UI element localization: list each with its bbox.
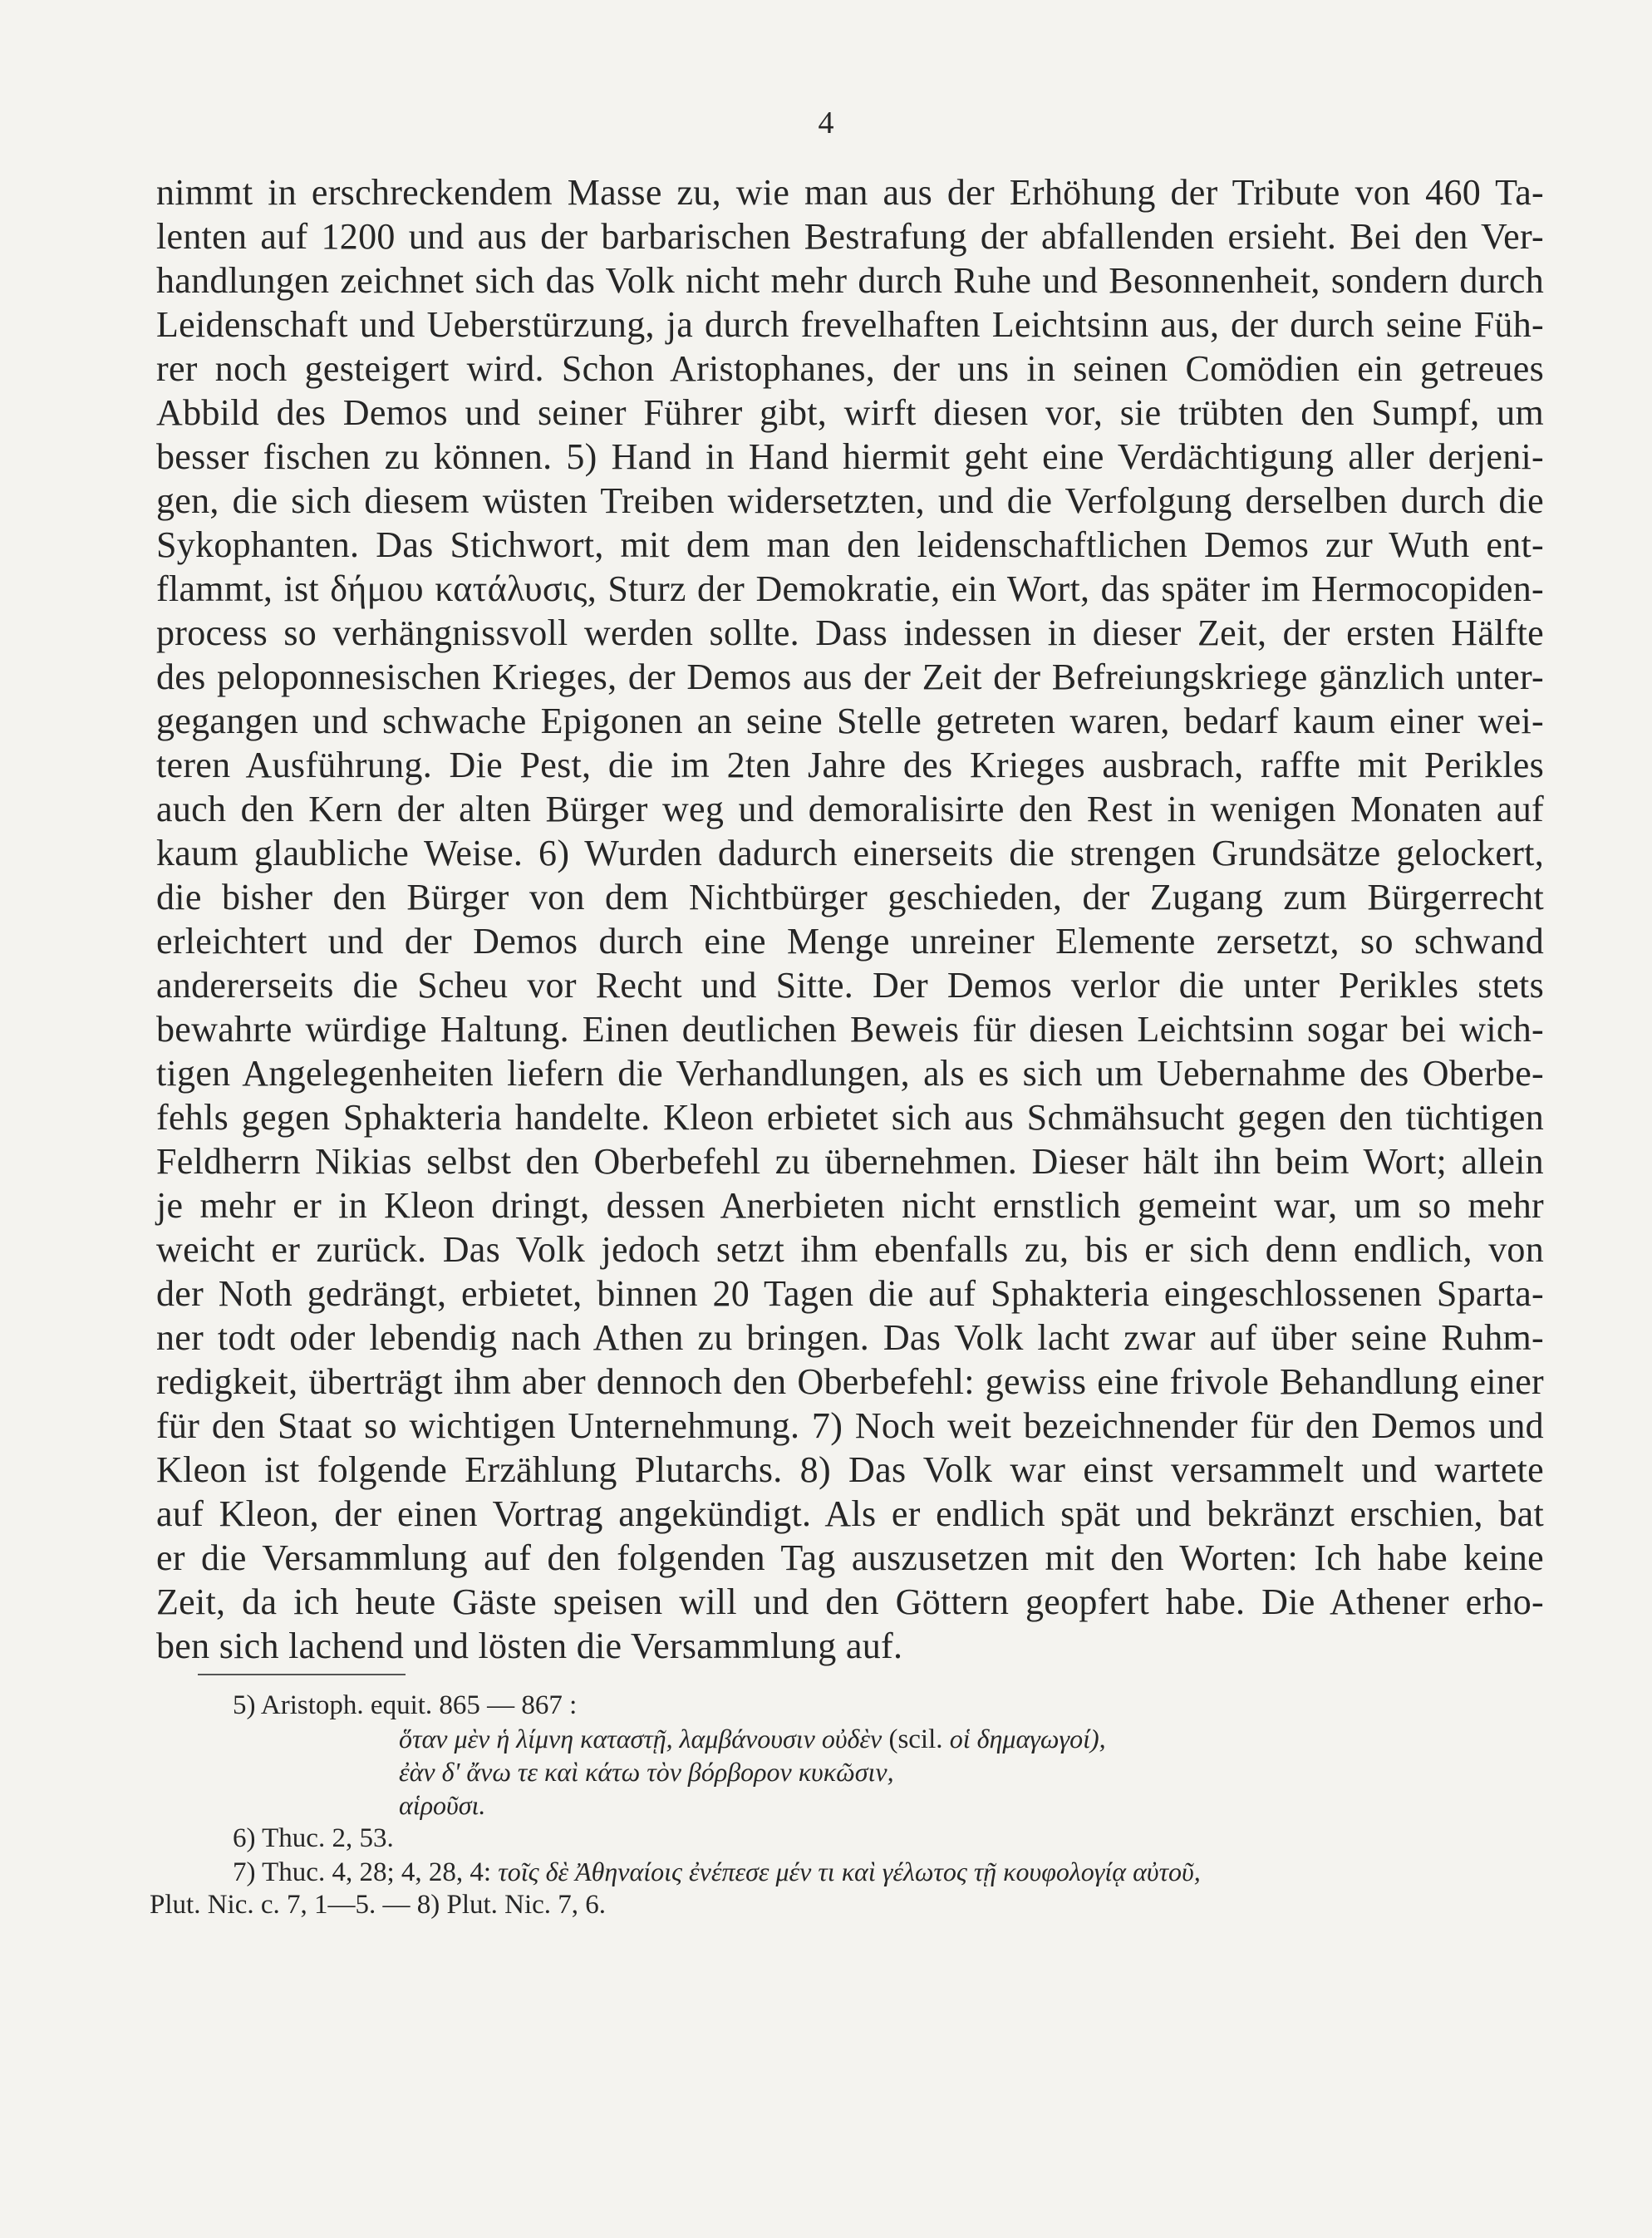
footnote-5-greek-line-1 xyxy=(150,1722,1554,1755)
body-line: je mehr er in Kleon dringt, dessen Anerbieten nicht ernstlich gemeint war, um so mehr xyxy=(156,1185,1544,1226)
footnote-7-8-continuation: Plut. Nic. c. 7, 1—5. — 8) Plut. Nic. 7, 6. xyxy=(150,1890,607,1920)
body-line: fehls gegen Sphakteria handelte. Kleon erbietet sich aus Schmähsucht gegen den tüchtigen xyxy=(156,1097,1544,1138)
body-line: erleichtert und der Demos durch eine Menge unreiner Elemente zersetzt, so schwand xyxy=(156,921,1544,962)
footnote-6: 6) Thuc. 2, 53. xyxy=(233,1823,394,1853)
body-line: tigen Angelegenheiten liefern die Verhandlungen, als es sich um Uebernahme des Oberbe- xyxy=(156,1053,1544,1094)
body-line: process so verhängnissvoll werden sollte. Dass indessen in dieser Zeit, der ersten Hälfte xyxy=(156,612,1544,653)
body-line: bewahrte würdige Haltung. Einen deutlichen Beweis für diesen Leichtsinn sogar bei wich- xyxy=(156,1009,1544,1050)
footnote-5-greek-line-3: αἱροῦσι. xyxy=(399,1790,486,1820)
body-line: rer noch gesteigert wird. Schon Aristophanes, der uns in seinen Comödien ein getreues xyxy=(156,348,1544,389)
body-line: Zeit, da ich heute Gäste speisen will und den Göttern geopfert habe. Die Athener erho- xyxy=(156,1581,1544,1622)
body-line: des peloponnesischen Krieges, der Demos aus der Zeit der Befreiungskriege gänzlich unter- xyxy=(156,657,1544,697)
body-line: der Noth gedrängt, erbietet, binnen 20 Tagen die auf Sphakteria eingeschlossenen Sparta- xyxy=(156,1273,1544,1314)
page-number: 4 xyxy=(818,106,834,140)
body-line: andererseits die Scheu vor Recht und Sitte. Der Demos verlor die unter Perikles stets xyxy=(156,965,1544,1006)
body-line: für den Staat so wichtigen Unternehmung. 7) Noch weit bezeichnender für den Demos und xyxy=(156,1405,1544,1446)
body-line: nimmt in erschreckendem Masse zu, wie man aus der Erhöhung der Tribute von 460 Ta- xyxy=(156,172,1544,213)
body-line: weicht er zurück. Das Volk jedoch setzt ihm ebenfalls zu, bis er sich denn endlich, von xyxy=(156,1229,1544,1270)
body-line: gegangen und schwache Epigonen an seine Stelle getreten waren, bedarf kaum einer wei- xyxy=(156,701,1544,741)
body-line: kaum glaubliche Weise. 6) Wurden dadurch einerseits die strengen Grundsätze gelockert, xyxy=(156,833,1544,873)
footnote-separator xyxy=(198,1674,406,1675)
body-line: Leidenschaft und Ueberstürzung, ja durch frevelhaften Leichtsinn aus, der durch seine Füh- xyxy=(156,304,1544,345)
footnote-5-greek-line-2: ἐὰν δ' ἄνω τε καὶ κάτω τὸν βόρβορον κυκῶσιν, xyxy=(399,1757,894,1787)
greek-quote: οἱ δημαγωγοί), xyxy=(949,1724,1106,1754)
body-line: ner todt oder lebendig nach Athen zu bringen. Das Volk lacht zwar auf über seine Ruhm- xyxy=(156,1317,1544,1358)
footnote-5: 5) Aristoph. equit. 865 — 867 : xyxy=(233,1690,578,1720)
body-line: auf Kleon, der einen Vortrag angekündigt. Als er endlich spät und bekränzt erschien, bat xyxy=(156,1493,1544,1534)
body-line: redigkeit, überträgt ihm aber dennoch den Oberbefehl: gewiss eine frivole Behandlung einer xyxy=(156,1361,1544,1402)
body-line: gen, die sich diesem wüsten Treiben widersetzten, und die Verfolgung derselben durch die xyxy=(156,480,1544,521)
body-line: handlungen zeichnet sich das Volk nicht mehr durch Ruhe und Besonnenheit, sondern durch xyxy=(156,260,1544,301)
greek-quote: τοῖς δὲ Ἀθηναίοις ἐνέπεσε μέν τι καὶ γέλωτος τῇ κουφολογίᾳ αὐτοῦ, xyxy=(498,1857,1201,1886)
body-line: die bisher den Bürger von dem Nichtbürger geschieden, der Zugang zum Bürgerrecht xyxy=(156,877,1544,917)
body-line: Sykophanten. Das Stichwort, mit dem man den leidenschaftlichen Demos zur Wuth ent- xyxy=(156,524,1544,565)
body-line: ben sich lachend und lösten die Versammlung auf. xyxy=(156,1626,903,1666)
body-line: flammt, ist δήμου κατάλυσις, Sturz der Demokratie, ein Wort, das später im Hermocopiden- xyxy=(156,568,1544,609)
body-line: Feldherrn Nikias selbst den Oberbefehl zu übernehmen. Dieser hält ihn beim Wort; allein xyxy=(156,1141,1544,1182)
body-line: besser fischen zu können. 5) Hand in Hand hiermit geht eine Verdächtigung aller derjeni- xyxy=(156,436,1544,477)
greek-quote: ὅταν μὲν ἡ λίμνη καταστῇ, λαμβάνουσιν οὐδὲν xyxy=(399,1724,883,1754)
body-text xyxy=(156,170,1544,1668)
body-line: er die Versammlung auf den folgenden Tag auszusetzen mit den Worten: Ich habe keine xyxy=(156,1537,1544,1578)
footnote-7-ref: 7) Thuc. 4, 28; 4, 28, 4: xyxy=(233,1857,492,1887)
body-line: teren Ausführung. Die Pest, die im 2ten Jahre des Krieges ausbrach, raffte mit Perikles xyxy=(156,745,1544,785)
body-line: lenten auf 1200 und aus der barbarischen Bestrafung der abfallenden ersieht. Bei den Ver- xyxy=(156,216,1544,257)
footnotes xyxy=(150,1689,1554,1921)
body-line: Kleon ist folgende Erzählung Plutarchs. 8) Das Volk war einst versammelt und wartete xyxy=(156,1449,1544,1490)
body-line: Abbild des Demos und seiner Führer gibt, wirft diesen vor, sie trübten den Sumpf, um xyxy=(156,392,1544,433)
footnote-7 xyxy=(150,1855,1554,1888)
body-line: auch den Kern der alten Bürger weg und demoralisirte den Rest in wenigen Monaten auf xyxy=(156,789,1544,829)
scil-note: (scil. xyxy=(888,1724,943,1754)
